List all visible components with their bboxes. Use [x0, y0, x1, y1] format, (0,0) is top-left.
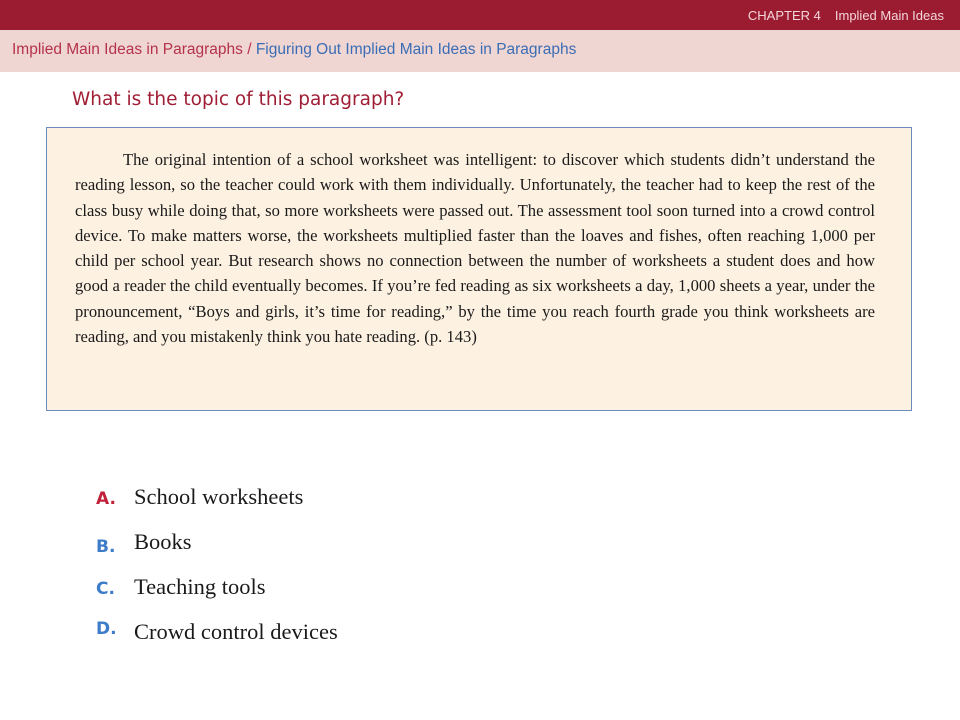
- option-text: Teaching tools: [134, 574, 266, 599]
- chapter-number: CHAPTER 4: [747, 8, 821, 23]
- passage-box: [46, 127, 912, 411]
- option-a[interactable]: [96, 484, 303, 518]
- chapter-title: Implied Main Ideas: [834, 8, 944, 23]
- option-d[interactable]: [96, 619, 338, 653]
- option-c[interactable]: [96, 574, 266, 608]
- passage-text: The original intention of a school worksheet was intelligent: to discover which students didn’t understand the reading lesson, so the teacher could work with them individually. Unfortunately, the teacher had to keep the rest of the class busy while doing that, so more worksheets were passed out. The assessment tool soon turned into a crowd control device. To make matters worse, the worksheets multiplied faster than the loaves and fishes, often reaching 1,000 per child per school year. But research shows no connection between the number of worksheets a student does and how good a reader the child eventually becomes. If you’re fed reading as six worksheets a day, 1,000 sheets a year, under the pronouncement, “Boys and girls, it’s time for reading,” by the time you reach fourth grade you think worksheets are reading, and you mistakenly think you hate reading. (p. 143): [75, 150, 875, 347]
- header-bar: [0, 0, 960, 30]
- breadcrumb-subsection: Figuring Out Implied Main Ideas in Paragraphs: [255, 41, 577, 58]
- option-text: School worksheets: [134, 484, 304, 509]
- breadcrumb-section: Implied Main Ideas in Paragraphs: [12, 41, 243, 58]
- question-heading: What is the topic of this paragraph?: [72, 89, 405, 110]
- breadcrumb-bar: [0, 30, 960, 72]
- option-text: Books: [134, 529, 192, 554]
- option-letter: B.: [96, 537, 116, 557]
- breadcrumb: [12, 41, 576, 59]
- option-letter: A.: [96, 489, 116, 509]
- option-letter: D.: [96, 619, 117, 639]
- option-text: Crowd control devices: [134, 619, 338, 644]
- option-b[interactable]: [96, 529, 192, 563]
- breadcrumb-separator: /: [242, 41, 256, 58]
- option-letter: C.: [96, 579, 115, 599]
- chapter-label: [748, 8, 944, 23]
